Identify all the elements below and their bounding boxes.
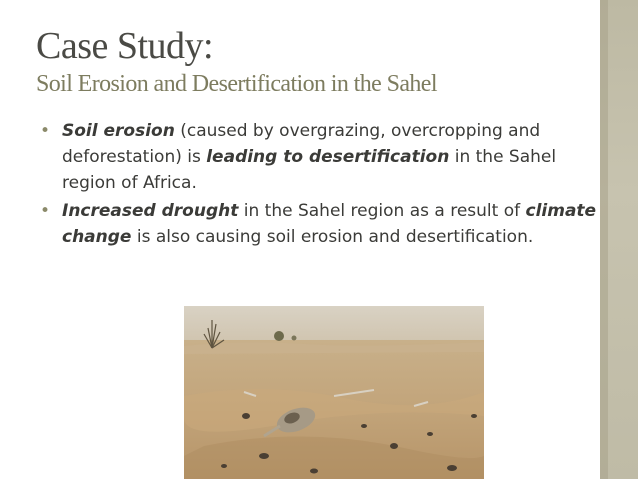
bullet-emphasis: Increased drought [62,201,239,221]
slide-title: Case Study: [36,25,214,67]
accent-sidebar [600,0,638,479]
bullet-list [38,118,598,252]
bullet-emphasis: Soil erosion [62,121,175,141]
accent-sidebar-edge [600,0,608,479]
bullet-icon: • [40,121,51,141]
bullet-text: is also causing soil erosion and desertification. [131,227,534,247]
bullet-icon: • [40,201,51,221]
slide-subtitle: Soil Erosion and Desertification in the Sahel [36,71,437,97]
bullet-text: in the Sahel region as a result of [238,201,526,221]
desert-photo-illustration [184,306,484,479]
bullet-item [38,118,598,196]
bullet-item [38,198,598,250]
bullet-emphasis: climate change [62,201,597,247]
shrub [274,331,284,341]
bullet-emphasis: leading to desertification [206,147,450,167]
bullet-text: (caused by overgrazing, overcropping and deforestation) is [62,121,541,167]
desert-sand-photo [184,306,484,479]
bullet-text: in the Sahel region of Africa. [62,147,557,193]
